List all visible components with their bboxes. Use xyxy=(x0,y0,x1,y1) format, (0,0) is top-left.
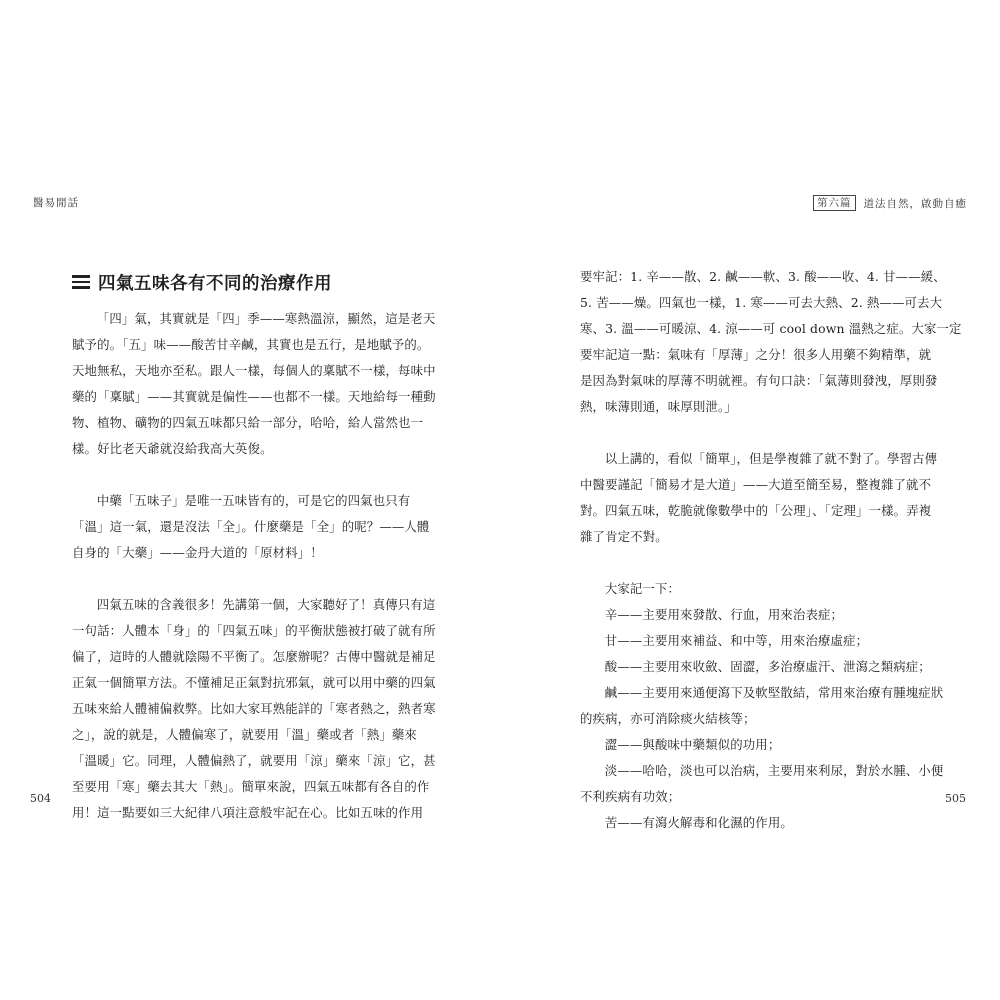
section-title: 四氣五味各有不同的治療作用 xyxy=(98,273,332,294)
paragraph xyxy=(72,592,436,826)
text-line: 的疾病，亦可消除痰火結核等； xyxy=(580,711,756,726)
paragraph xyxy=(580,264,962,420)
text-line: 「溫暖」它。同理，人體偏熱了，就要用「涼」藥來「涼」它，甚 xyxy=(72,753,436,768)
text-line: 熱，味薄則通，味厚則泄。」 xyxy=(580,399,737,414)
text-line: 自身的「大藥」——金丹大道的「原材料」！ xyxy=(72,545,323,560)
text-line: 鹹——主要用來通便瀉下及軟堅散結，常用來治療有腫塊症狀 xyxy=(604,685,944,700)
text-line: 物、植物、礦物的四氣五味都只給一部分，哈哈，給人當然也一 xyxy=(72,415,424,430)
text-line: 澀——與酸味中藥類似的功用； xyxy=(604,737,781,752)
text-line: 之」，說的就是，人體偏寒了，就要用「溫」藥或者「熱」藥來 xyxy=(72,727,417,742)
text-line: 偏了，這時的人體就陰陽不平衡了。怎麼辦呢？古傳中醫就是補足 xyxy=(72,649,436,664)
text-line: 中藥「五味子」是唯一五味皆有的，可是它的四氣也只有 xyxy=(96,493,411,508)
left-page-body xyxy=(72,264,436,826)
text-line: 一句話：人體本「身」的「四氣五味」的平衡狀態被打破了就有所 xyxy=(72,623,436,638)
text-line: 五味來給人體補偏救弊。比如大家耳熟能詳的「寒者熱之，熱者寒 xyxy=(72,701,436,716)
text-line: 苦——有瀉火解毒和化濕的作用。 xyxy=(604,815,793,830)
text-line: 甘——主要用來補益、和中等，用來治療虛症； xyxy=(604,633,869,648)
text-line: 四氣五味的含義很多！先講第一個，大家聽好了！真傳只有這 xyxy=(96,597,436,612)
text-line: 樣。好比老天爺就沒給我高大英俊。 xyxy=(72,441,273,456)
page-number-right: 505 xyxy=(945,792,966,805)
page-number-left: 504 xyxy=(30,792,51,805)
text-line: 寒、3. 溫——可暖涼、4. 涼——可 cool down 溫熱之症。大家一定 xyxy=(580,321,962,336)
text-line: 要牢記：1. 辛——散、2. 鹹——軟、3. 酸——收、4. 甘——緩、 xyxy=(580,269,946,284)
text-line: 用！這一點要如三大紀律八項注意般牢記在心。比如五味的作用 xyxy=(72,805,424,820)
section-heading xyxy=(72,264,424,300)
text-line: 天地無私，天地亦至私。跟人一樣，每個人的稟賦不一樣，每味中 xyxy=(72,363,436,378)
text-line: 辛——主要用來發散、行血，用來治表症； xyxy=(604,607,844,622)
chapter-title: 道法自然，啟動自癒 xyxy=(863,197,967,210)
text-line: 「四」氣，其實就是「四」季——寒熱溫涼，顯然，這是老天 xyxy=(96,311,436,326)
running-header-left: 醫易閒話 xyxy=(33,197,79,209)
text-line: 對。四氣五味，乾脆就像數學中的「公理」、「定理」一樣。弄複 xyxy=(580,503,932,518)
running-header-right xyxy=(813,195,967,211)
text-line: 藥的「稟賦」——其實就是偏性——也都不一樣。天地給每一種動 xyxy=(72,389,436,404)
text-line: 是因為對氣味的厚薄不明就裡。有句口訣：「氣薄則發洩，厚則發 xyxy=(580,373,938,388)
paragraph xyxy=(580,446,938,550)
text-line: 不利疾病有功效； xyxy=(580,789,681,804)
text-line: 大家記一下： xyxy=(604,581,681,596)
text-line: 雜了肯定不對。 xyxy=(580,529,668,544)
text-line: 中醫要謹記「簡易才是大道」——大道至簡至易，整複雜了就不 xyxy=(580,477,932,492)
text-line: 以上講的，看似「簡單」，但是學複雜了就不對了。學習古傳 xyxy=(604,451,938,466)
paragraph xyxy=(580,576,944,836)
text-line: 酸——主要用來收斂、固澀，多治療虛汗、泄瀉之類病症； xyxy=(604,659,931,674)
menu-bars-icon xyxy=(72,275,90,289)
chapter-label: 第六篇 xyxy=(813,195,856,211)
text-line: 正氣一個簡單方法。不懂補足正氣對抗邪氣，就可以用中藥的四氣 xyxy=(72,675,436,690)
text-line: 5. 苦——燥。四氣也一樣，1. 寒——可去大熱、2. 熱——可去大 xyxy=(580,295,943,310)
text-line: 賦予的。「五」味——酸苦甘辛鹹，其實也是五行，是地賦予的。 xyxy=(72,337,430,352)
text-line: 至要用「寒」藥去其大「熱」。簡單來說，四氣五味都有各自的作 xyxy=(72,779,430,794)
paragraph xyxy=(72,488,430,566)
text-line: 淡——哈哈，淡也可以治病，主要用來利尿，對於水腫、小便 xyxy=(604,763,944,778)
text-line: 要牢記這一點：氣味有「厚薄」之分！很多人用藥不夠精準，就 xyxy=(580,347,932,362)
paragraph xyxy=(72,306,436,462)
text-line: 「溫」這一氣，還是沒法「全」。什麼藥是「全」的呢？——人體 xyxy=(72,519,430,534)
